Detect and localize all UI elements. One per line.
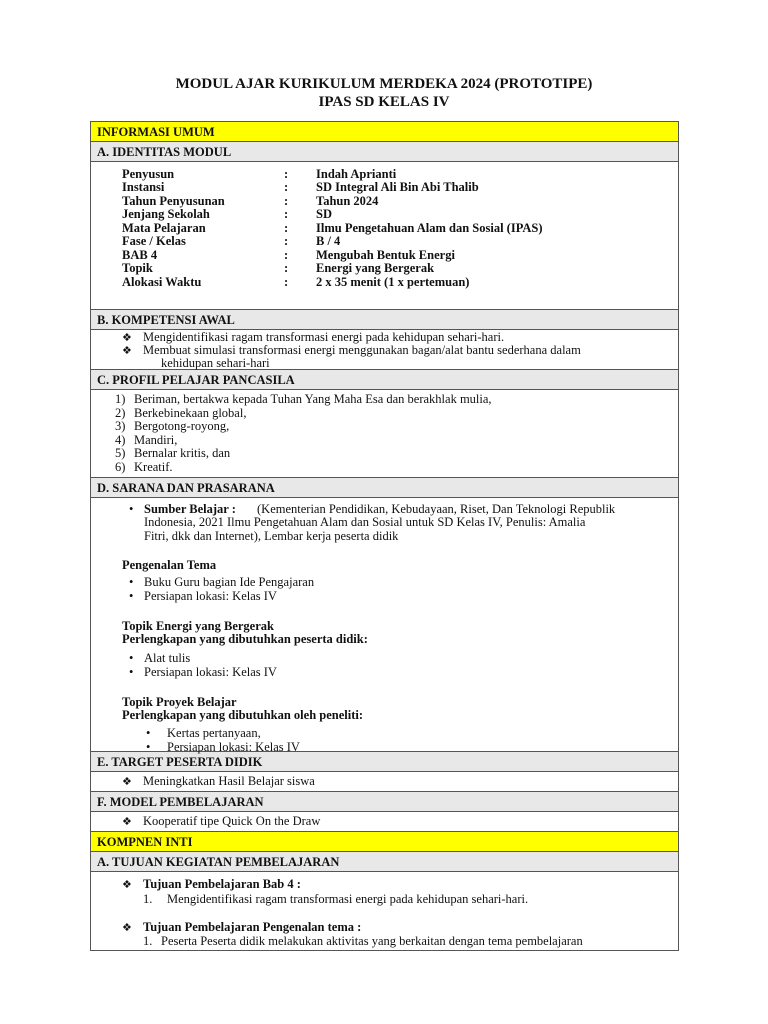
heading-kompetensi-awal: B. KOMPETENSI AWAL — [91, 310, 678, 330]
value-penyusun: Indah Aprianti — [316, 167, 397, 181]
tujuan-tema-title: Tujuan Pembelajaran Pengenalan tema : — [143, 920, 362, 934]
list-item: Bergotong-royong, — [134, 419, 230, 433]
bullet-dot: • — [129, 575, 134, 589]
label-alokasi: Alokasi Waktu — [122, 275, 202, 289]
colon: : — [284, 194, 289, 208]
identitas-body — [91, 162, 678, 310]
label-mapel: Mata Pelajaran — [122, 221, 206, 235]
value-fase: B / 4 — [316, 234, 341, 248]
tujuan-body — [91, 872, 678, 951]
sarana-body — [91, 498, 678, 752]
heading-target-peserta: E. TARGET PESERTA DIDIK — [91, 752, 678, 772]
heading-profil-pancasila: C. PROFIL PELAJAR PANCASILA — [91, 370, 678, 390]
diamond-bullet-icon: ❖ — [122, 921, 132, 934]
sumber-belajar-line: Fitri, dkk dan Internet), Lembar kerja peserta didik — [144, 529, 399, 543]
topik-energi-subtitle: Perlengkapan yang dibutuhkan peserta didik: — [122, 632, 368, 646]
list-number: 1. — [143, 934, 153, 948]
sumber-belajar-line: Indonesia, 2021 Ilmu Pengetahuan Alam dan Sosial untuk SD Kelas IV, Penulis: Amalia — [144, 515, 586, 529]
list-number: 1) — [115, 392, 126, 406]
bullet-dot: • — [146, 726, 151, 740]
colon: : — [284, 180, 289, 194]
label-penyusun: Penyusun — [122, 167, 175, 181]
value-tahun: Tahun 2024 — [316, 194, 379, 208]
bullet-dot: • — [129, 651, 134, 665]
section-komponen-inti: KOMPNEN INTI — [91, 832, 678, 852]
tujuan-bab4-title: Tujuan Pembelajaran Bab 4 : — [143, 877, 301, 891]
value-mapel: Ilmu Pengetahuan Alam dan Sosial (IPAS) — [316, 221, 543, 235]
kompetensi-item-cont: kehidupan sehari-hari — [161, 356, 270, 370]
diamond-bullet-icon: ❖ — [122, 878, 132, 891]
value-topik: Energi yang Bergerak — [316, 261, 435, 275]
diamond-bullet-icon: ❖ — [122, 815, 132, 828]
colon: : — [284, 248, 289, 262]
label-jenjang: Jenjang Sekolah — [122, 207, 210, 221]
diamond-bullet-icon: ❖ — [122, 344, 132, 357]
sumber-belajar-line: (Kementerian Pendidikan, Kebudayaan, Riset, Dan Teknologi Republik — [257, 502, 616, 516]
heading-tujuan-kegiatan: A. TUJUAN KEGIATAN PEMBELAJARAN — [91, 852, 678, 872]
colon: : — [284, 261, 289, 275]
diamond-bullet-icon: ❖ — [122, 331, 132, 344]
bullet-dot: • — [129, 589, 134, 603]
list-item: Kreatif. — [134, 460, 173, 474]
list-number: 5) — [115, 446, 126, 460]
document-subtitle: IPAS SD KELAS IV — [318, 94, 450, 110]
list-item: Persiapan lokasi: Kelas IV — [144, 589, 277, 603]
label-tahun: Tahun Penyusunan — [122, 194, 225, 208]
model-body — [91, 812, 678, 832]
value-jenjang: SD — [316, 207, 332, 221]
heading-model-pembelajaran: F. MODEL PEMBELAJARAN — [91, 792, 678, 812]
list-number: 2) — [115, 406, 126, 420]
heading-sarana-prasarana: D. SARANA DAN PRASARANA — [91, 478, 678, 498]
profil-body — [91, 390, 678, 478]
bullet-dot: • — [129, 665, 134, 679]
colon: : — [284, 234, 289, 248]
topik-proyek-title: Topik Proyek Belajar — [122, 695, 237, 709]
tujuan-tema-item: Peserta Peserta didik melakukan aktivitas yang berkaitan dengan tema pembelajaran — [161, 934, 583, 948]
sumber-belajar-label: Sumber Belajar : — [144, 502, 236, 516]
bullet-dot: • — [129, 502, 134, 516]
topik-energi-title: Topik Energi yang Bergerak — [122, 619, 274, 633]
value-alokasi: 2 x 35 menit (1 x pertemuan) — [316, 275, 470, 289]
list-item: Mandiri, — [134, 433, 178, 447]
list-item: Persiapan lokasi: Kelas IV — [167, 740, 300, 754]
list-item: Beriman, bertakwa kepada Tuhan Yang Maha Esa dan berakhlak mulia, — [134, 392, 492, 406]
model-item: Kooperatif tipe Quick On the Draw — [143, 814, 321, 828]
list-item: Berkebinekaan global, — [134, 406, 247, 420]
module-table — [90, 121, 679, 951]
kompetensi-body — [91, 330, 678, 370]
kompetensi-item: Mengidentifikasi ragam transformasi energi pada kehidupan sehari-hari. — [143, 330, 505, 344]
topik-proyek-subtitle: Perlengkapan yang dibutuhkan oleh peneliti: — [122, 708, 364, 722]
value-bab: Mengubah Bentuk Energi — [316, 248, 455, 262]
label-instansi: Instansi — [122, 180, 165, 194]
colon: : — [284, 167, 289, 181]
bullet-dot: • — [146, 740, 151, 754]
colon: : — [284, 207, 289, 221]
pengenalan-tema-title: Pengenalan Tema — [122, 558, 217, 572]
list-item: Alat tulis — [144, 651, 191, 665]
label-bab: BAB 4 — [122, 248, 158, 262]
tujuan-bab4-item: Mengidentifikasi ragam transformasi energi pada kehidupan sehari-hari. — [167, 892, 529, 906]
colon: : — [284, 221, 289, 235]
label-fase: Fase / Kelas — [122, 234, 186, 248]
target-body — [91, 772, 678, 792]
section-informasi-umum: INFORMASI UMUM — [91, 122, 678, 142]
list-item: Kertas pertanyaan, — [167, 726, 261, 740]
list-number: 3) — [115, 419, 126, 433]
list-number: 6) — [115, 460, 126, 474]
list-number: 1. — [143, 892, 153, 906]
label-topik: Topik — [122, 261, 153, 275]
target-item: Meningkatkan Hasil Belajar siswa — [143, 774, 315, 788]
value-instansi: SD Integral Ali Bin Abi Thalib — [316, 180, 479, 194]
heading-identitas-modul: A. IDENTITAS MODUL — [91, 142, 678, 162]
list-item: Buku Guru bagian Ide Pengajaran — [144, 575, 315, 589]
list-item: Persiapan lokasi: Kelas IV — [144, 665, 277, 679]
kompetensi-item: Membuat simulasi transformasi energi menggunakan bagan/alat bantu sederhana dalam — [143, 343, 581, 357]
diamond-bullet-icon: ❖ — [122, 775, 132, 788]
document-title: MODUL AJAR KURIKULUM MERDEKA 2024 (PROTOTIPE) — [175, 76, 593, 92]
list-number: 4) — [115, 433, 126, 447]
colon: : — [284, 275, 289, 289]
list-item: Bernalar kritis, dan — [134, 446, 231, 460]
